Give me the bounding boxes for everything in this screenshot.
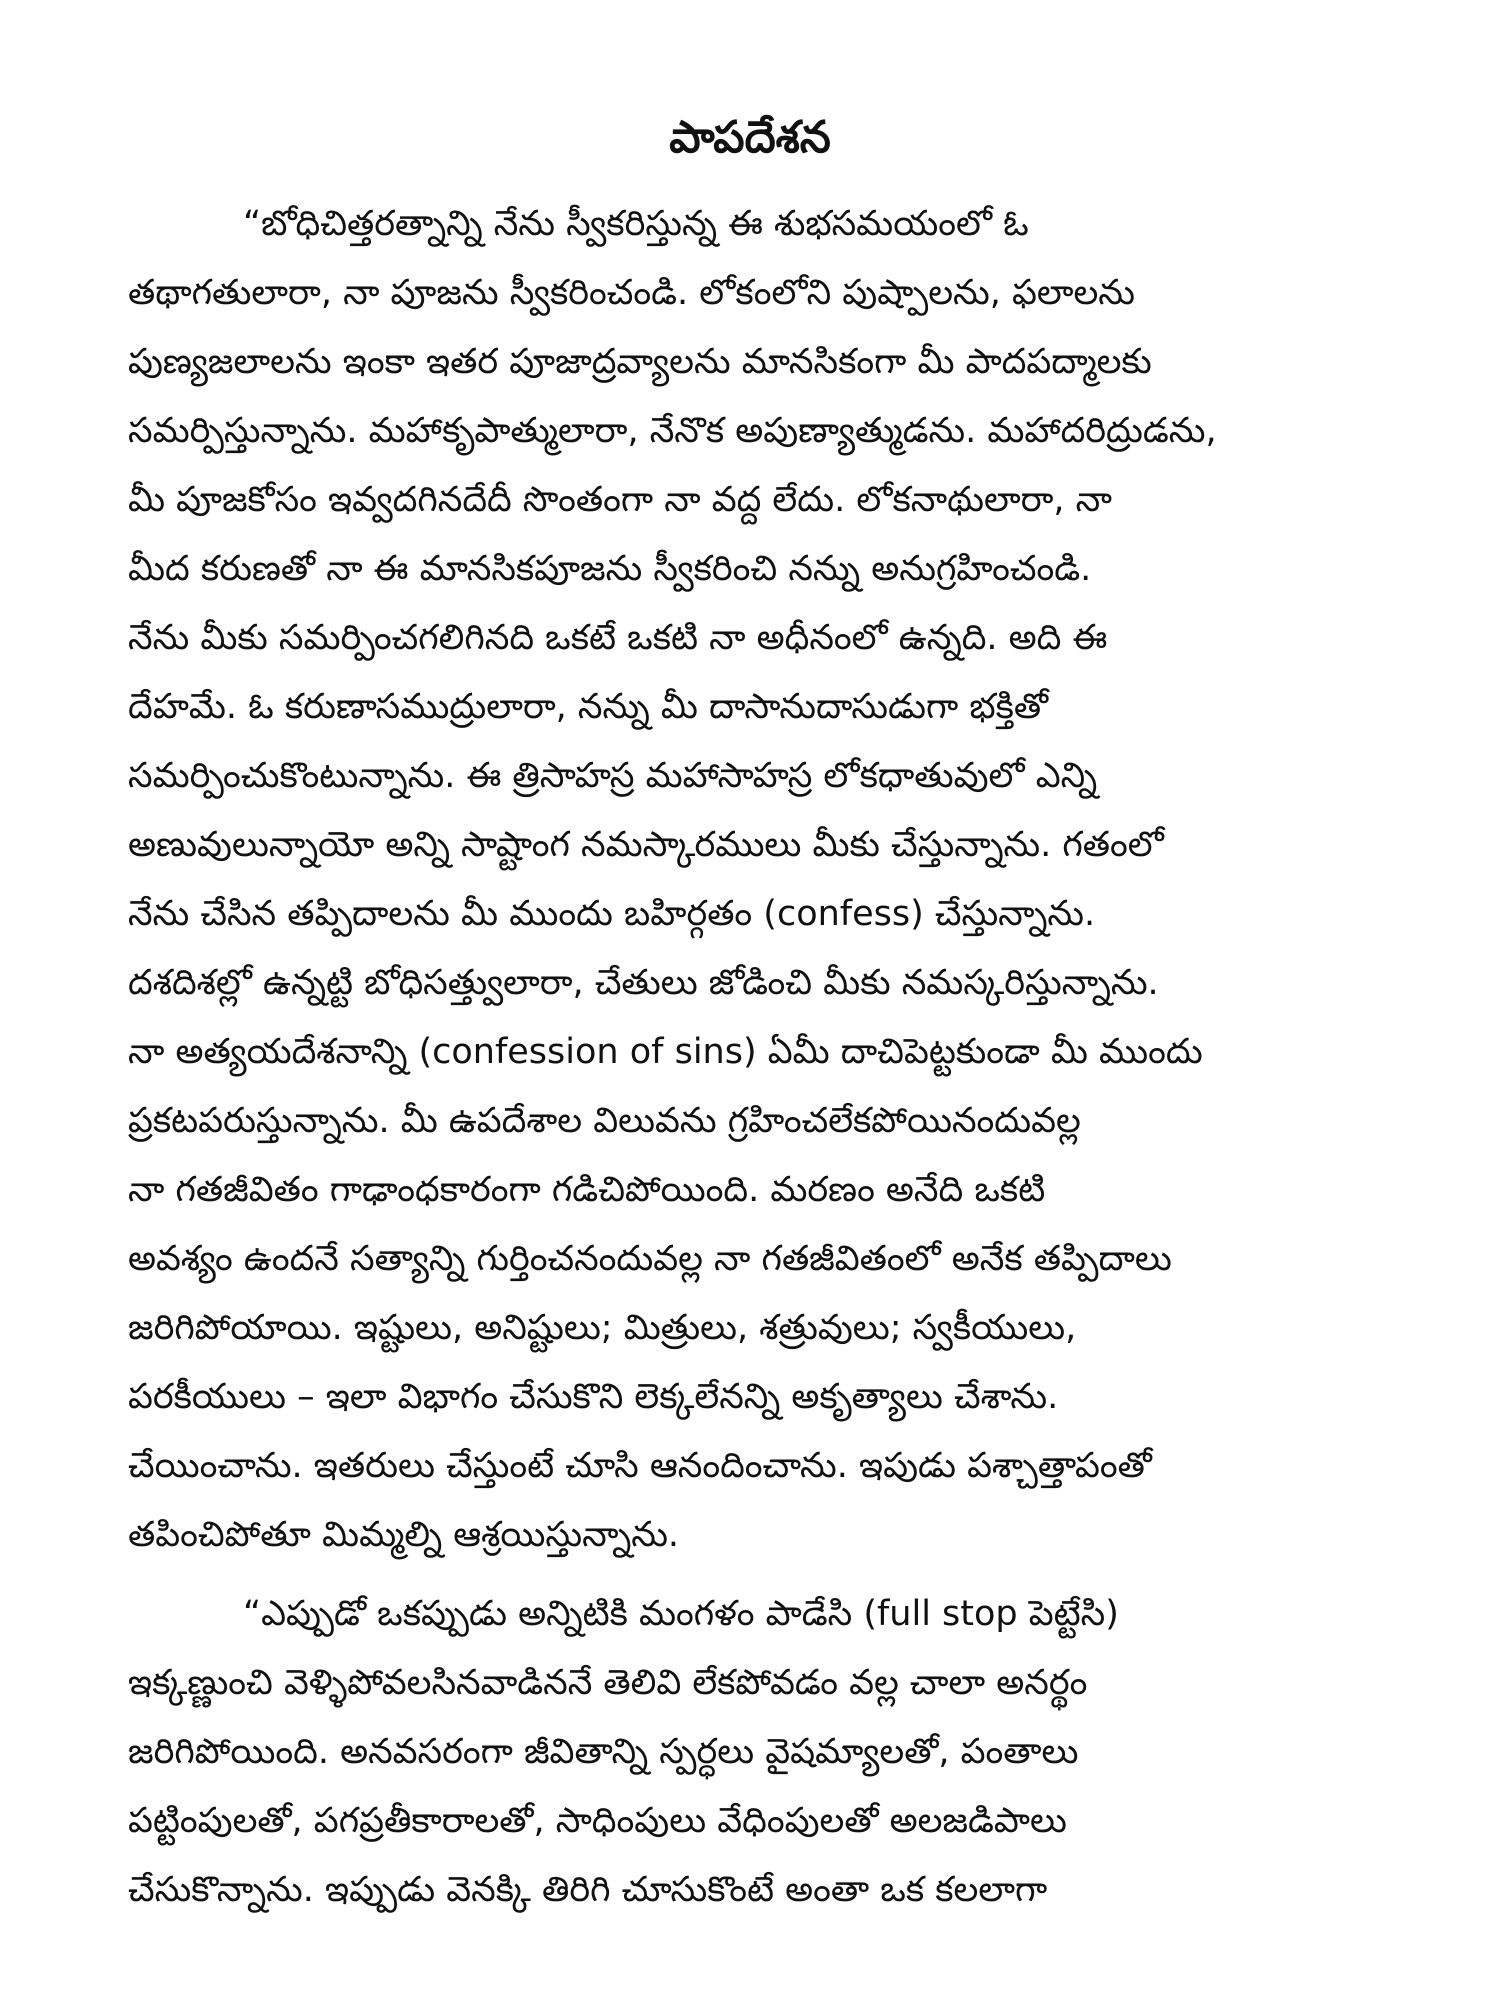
text-line: అవశ్యం ఉందనే సత్యాన్ని గుర్తించనందువల్ల నా గతజీవితంలో అనేక తప్పిదాలు (128, 1239, 1172, 1279)
text-line: “ఎప్పుడో ఒకప్పుడు అన్నిటికి మంగళం పాడేసి (full stop పెట్టేసి) (243, 1594, 1119, 1634)
text-line: అణువులున్నాయో అన్ని సాష్టాంగ నమస్కారములు మీకు చేస్తున్నాను. గతంలో (128, 825, 1164, 865)
text-line: జరిగిపోయింది. అనవసరంగా జీవితాన్ని స్పర్ధలు వైషమ్యాలతో, పంతాలు (128, 1732, 1079, 1772)
text-line: “బోధిచిత్తరత్నాన్ని నేను స్వీకరిస్తున్న ఈ శుభసమయంలో ఓ (243, 204, 1029, 244)
text-line: మీ పూజకోసం ఇవ్వదగినదేదీ సొంతంగా నా వద్ద లేదు. లోకనాథులారా, నా (128, 480, 1113, 520)
paragraph-1 (128, 190, 1380, 1570)
text-line: ఇక్కణ్ణుంచి వెళ్ళిపోవలసినవాడిననే తెలివి లేకపోవడం వల్ల చాలా అనర్థం (128, 1663, 1088, 1703)
paragraph-2 (128, 1580, 1380, 1925)
text-line: తపించిపోతూ మిమ్మల్ని ఆశ్రయిస్తున్నాను. (128, 1515, 680, 1555)
text-line: తథాగతులారా, నా పూజను స్వీకరించండి. లోకంలోని పుష్పాలను, ఫలాలను (128, 273, 1135, 313)
text-line: దశదిశల్లో ఉన్నట్టి బోధిసత్త్వులారా, చేతులు జోడించి మీకు నమస్కరిస్తున్నాను. (128, 963, 1159, 1003)
page-title: పాపదేశన (669, 112, 831, 163)
text-line: పట్టింపులతో, పగప్రతీకారాలతో, సాధింపులు వేధింపులతో అలజడిపాలు (128, 1801, 1067, 1841)
text-line: చేయించాను. ఇతరులు చేస్తుంటే చూసి ఆనందించాను. ఇపుడు పశ్చాత్తాపంతో (128, 1446, 1152, 1486)
text-line: చేసుకొన్నాను. ఇప్పుడు వెనక్కి తిరిగి చూసుకొంటే అంతా ఒక కలలాగా (128, 1870, 1048, 1910)
document-body (128, 190, 1380, 1925)
text-line: సమర్పించుకొంటున్నాను. ఈ త్రిసాహస్ర మహాసాహస్ర లోకధాతువులో ఎన్ని (128, 756, 1098, 796)
text-line: దేహమే. ఓ కరుణాసముద్రులారా, నన్ను మీ దాసానుదాసుడుగా భక్తితో (128, 687, 1049, 727)
text-line: సమర్పిస్తున్నాను. మహాకృపాత్ములారా, నేనొక అపుణ్యాత్ముడను. మహాదరిద్రుడను, (128, 411, 1217, 451)
text-line: జరిగిపోయాయి. ఇష్టులు, అనిష్టులు; మిత్రులు, శత్రువులు; స్వకీయులు, (128, 1308, 1077, 1348)
text-line: పరకీయులు – ఇలా విభాగం చేసుకొని లెక్కలేనన్ని అకృత్యాలు చేశాను. (128, 1377, 1059, 1417)
text-line: నా అత్యయదేశనాన్ని (confession of sins) ఏమీ దాచిపెట్టకుండా మీ ముందు (128, 1032, 1203, 1072)
text-line: నేను మీకు సమర్పించగలిగినది ఒకటే ఒకటి నా అధీనంలో ఉన్నది. అది ఈ (128, 618, 1108, 658)
text-line: నా గతజీవితం గాఢాంధకారంగా గడిచిపోయింది. మరణం అనేది ఒకటి (128, 1170, 1046, 1210)
text-line: ప్రకటపరుస్తున్నాను. మీ ఉపదేశాల విలువను గ్రహించలేకపోయినందువల్ల (128, 1101, 1081, 1141)
text-line: మీద కరుణతో నా ఈ మానసికపూజను స్వీకరించి నన్ను అనుగ్రహించండి. (128, 549, 1092, 589)
text-line: పుణ్యజలాలను ఇంకా ఇతర పూజాద్రవ్యాలను మానసికంగా మీ పాదపద్మాలకు (128, 342, 1152, 382)
text-line: నేను చేసిన తప్పిదాలను మీ ముందు బహిర్గతం (confess) చేస్తున్నాను. (128, 894, 1096, 934)
